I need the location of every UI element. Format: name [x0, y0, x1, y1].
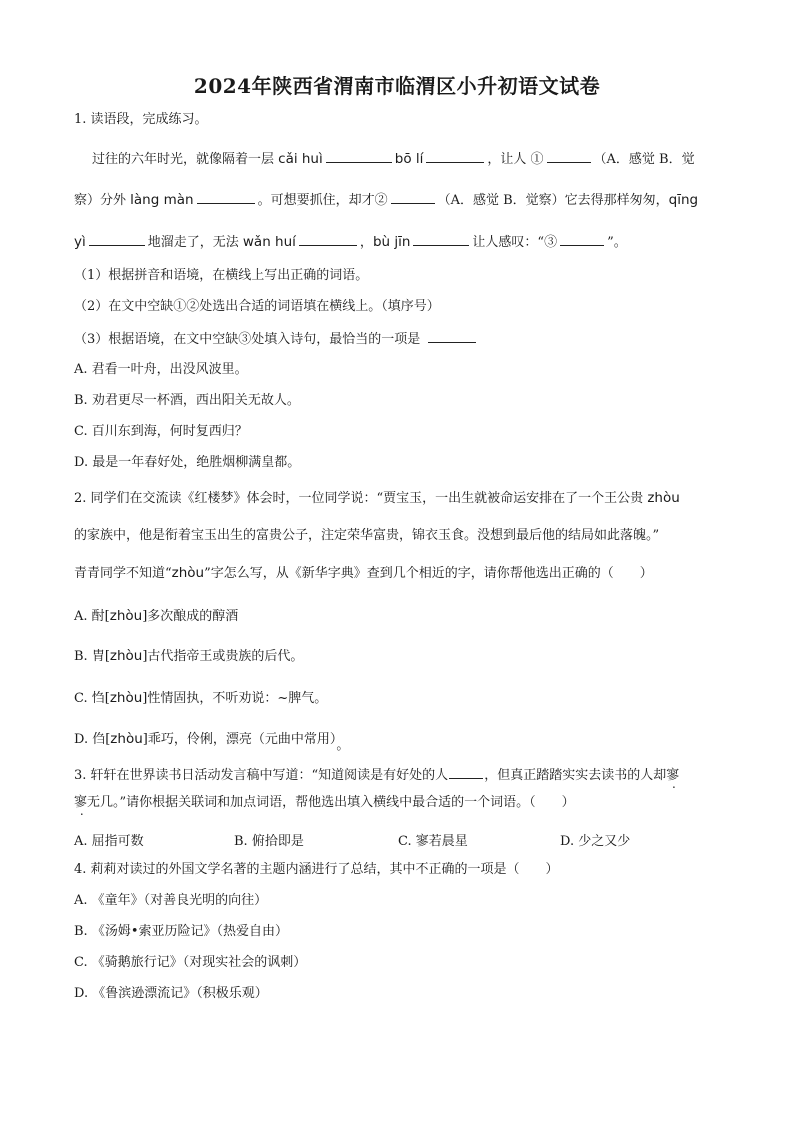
q4-option-d[interactable]: D. 《鲁滨逊漂流记》（积极乐观） — [74, 986, 268, 1001]
q2-option-d[interactable] — [74, 731, 350, 753]
q1-sub-2: （2）在文中空缺①②处选出合适的词语填在横线上。（填序号） — [74, 299, 440, 314]
pinyin-wanhui: wǎn huí — [242, 234, 296, 250]
pinyin-zhou: zhòu — [171, 565, 205, 581]
question-text: ”字怎么写，从《新华字典》查到几个相近的字，请你帮他选出正确的（ ） — [204, 566, 653, 581]
answer-blank[interactable] — [449, 766, 483, 779]
passage-text: 让人感叹：“③ — [472, 235, 558, 250]
passage-text: 。可想要抓住，却才② — [257, 193, 388, 208]
answer-blank[interactable] — [299, 233, 357, 246]
q1-option-b[interactable]: B. 劝君更尽一杯酒，西出阳关无故人。 — [74, 393, 300, 408]
q4-stem: 4. 莉莉对读过的外国文学名著的主题内涵进行了总结，其中不正确的一项是（ ） — [74, 862, 559, 877]
q4-option-b[interactable]: B. 《汤姆•索亚历险记》（热爱自由） — [74, 924, 288, 939]
q2-option-c[interactable] — [74, 690, 327, 707]
option-text: ]乖巧，伶俐，漂亮（元曲中常用） — [142, 732, 337, 747]
question-text: （3）根据语境，在文中空缺③处填入诗句，最恰当的一项是 — [74, 332, 421, 347]
pinyin-zhou: zhòu — [647, 490, 680, 506]
passage-text: 地溜走了，无法 — [147, 235, 243, 250]
option-text: D. 㑇[ — [74, 732, 111, 747]
q1-sub-3 — [74, 330, 479, 348]
trailing-mark: 。 — [336, 738, 350, 753]
q2-option-b[interactable] — [74, 648, 303, 665]
q2-option-a[interactable] — [74, 608, 238, 625]
q2-line-2: 的家族中，他是衔着宝玉出生的富贵公子，注定荣华富贵，锦衣玉食。没想到最后他的结局如此落魄。” — [74, 528, 660, 543]
passage-text: （A．感觉 B．觉察）它去得那样匆匆， — [437, 193, 669, 208]
q1-option-c[interactable]: C. 百川东到海，何时复西归？ — [74, 424, 248, 439]
question-text: 青青同学不知道“ — [74, 566, 172, 581]
q3-option-c[interactable]: C. 寥若晨星 — [398, 834, 468, 849]
q4-option-c[interactable]: C. 《骑鹅旅行记》（对现实社会的讽刺） — [74, 955, 307, 970]
question-text: ，但真正踏踏实实去读书的人却 — [484, 768, 667, 783]
q1-passage-line-3 — [74, 233, 627, 251]
q1-stem: 1. 读语段，完成练习。 — [74, 112, 208, 127]
passage-text: ， — [359, 235, 373, 250]
question-text: 2. 同学们在交流读《红楼梦》体会时，一位同学说：“贾宝玉，一出生就被命运安排在了一个王公贵 — [74, 491, 648, 506]
option-text: ]多次酿成的醇酒 — [142, 609, 239, 624]
option-text: B. 胄[ — [74, 649, 110, 664]
q3-line-2 — [74, 795, 575, 811]
answer-blank[interactable] — [426, 150, 484, 163]
passage-text: ”。 — [607, 235, 627, 250]
option-pinyin: zhòu — [109, 648, 143, 664]
option-text: C. 㤘[ — [74, 691, 110, 706]
answer-blank-2[interactable] — [391, 191, 435, 204]
q3-option-a[interactable]: A. 屈指可数 — [74, 834, 144, 849]
pinyin-langman: làng màn — [130, 192, 194, 208]
pinyin-boli: bō lí — [394, 151, 424, 167]
q4-option-a[interactable]: A. 《童年》（对善良光明的向往） — [74, 893, 268, 908]
passage-text: （A．感觉 B．觉 — [593, 152, 695, 167]
pinyin-bujin: bù jīn — [372, 234, 411, 250]
answer-blank[interactable] — [428, 330, 476, 343]
question-text: 无几。”请你根据关联词和加点词语，帮他选出填入横线中最合适的一个词语。（ ） — [87, 795, 575, 810]
q1-sub-1: （1）根据拼音和语境，在横线上写出正确的词语。 — [74, 268, 369, 283]
question-text: 3. 轩轩在世界读书日活动发言稿中写道：“知道阅读是有好处的人 — [74, 768, 449, 783]
option-text: ]性情固执，不听劝说：~脾气。 — [142, 691, 328, 706]
page-title: 2024年陕西省渭南市临渭区小升初语文试卷 — [193, 74, 601, 98]
q1-passage-line-1 — [92, 150, 695, 168]
q3-line-1 — [74, 766, 679, 784]
option-pinyin: zhòu — [110, 731, 143, 747]
q2-line-1 — [74, 490, 680, 507]
passage-text: 过往的六年时光，就像隔着一层 — [92, 152, 279, 167]
q1-option-d[interactable]: D. 最是一年春好处，绝胜烟柳满皇都。 — [74, 455, 301, 470]
q1-passage-line-2 — [74, 191, 698, 209]
answer-blank[interactable] — [413, 233, 469, 246]
option-text: ]古代指帝王或贵族的后代。 — [142, 649, 304, 664]
q2-line-3 — [74, 565, 653, 582]
q1-option-a[interactable]: A. 君看一叶舟，出没风波里。 — [74, 362, 248, 377]
answer-blank[interactable] — [326, 150, 392, 163]
answer-blank[interactable] — [89, 233, 145, 246]
pinyin-yi: yì — [74, 234, 86, 250]
emphasis-dot-char: 寥 — [74, 795, 88, 810]
option-pinyin: zhòu — [109, 690, 143, 706]
answer-blank[interactable] — [197, 191, 255, 204]
passage-text: ，让人 ① — [487, 152, 544, 167]
answer-blank-3[interactable] — [560, 233, 604, 246]
pinyin-qing: qīng — [668, 192, 699, 208]
passage-text: 察）分外 — [74, 193, 131, 208]
q3-option-b[interactable]: B. 俯拾即是 — [234, 834, 304, 849]
option-pinyin: zhòu — [109, 608, 143, 624]
answer-blank-1[interactable] — [547, 150, 591, 163]
emphasis-dot-char: 寥 — [666, 768, 680, 783]
q3-option-d[interactable]: D. 少之又少 — [560, 834, 631, 849]
option-text: A. 酎[ — [74, 609, 110, 624]
pinyin-caihui: cǎi huì — [278, 151, 323, 167]
